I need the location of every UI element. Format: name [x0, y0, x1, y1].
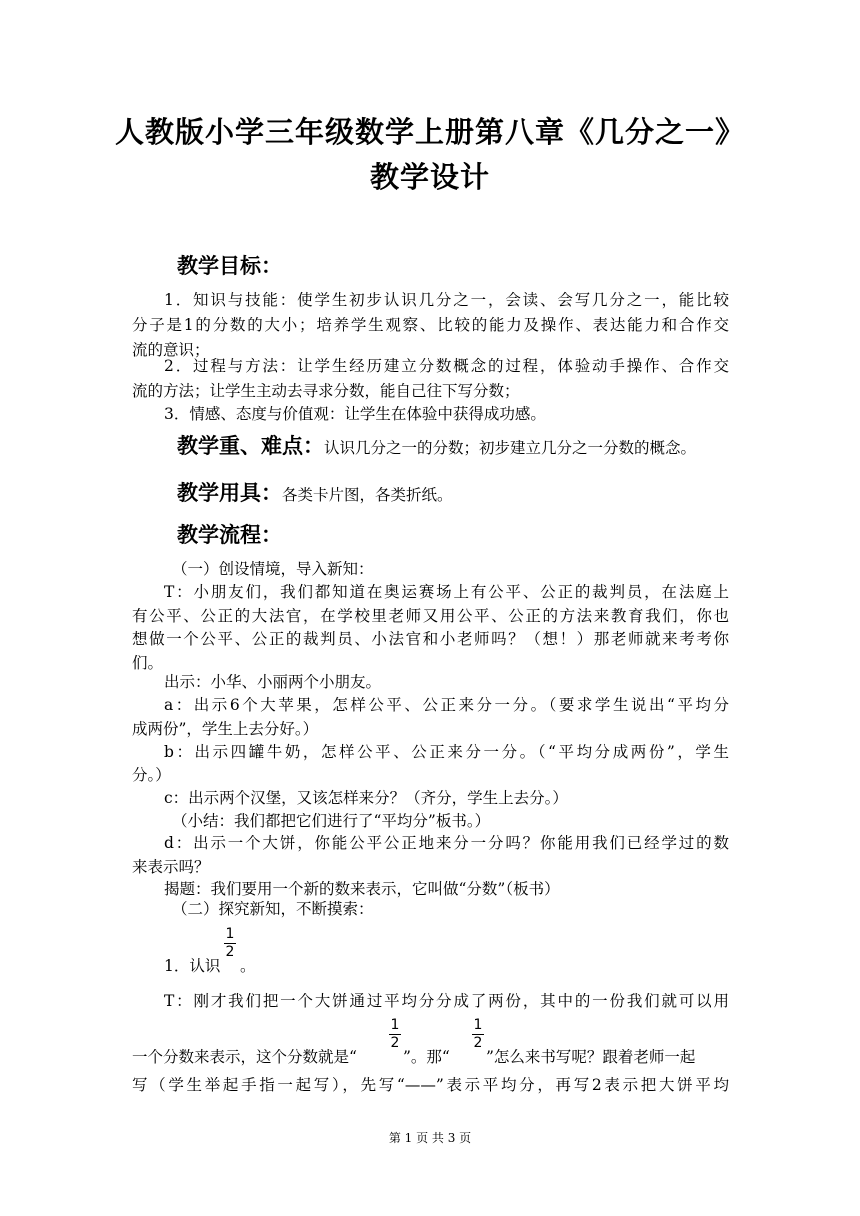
fraction-denominator: 2: [473, 1035, 483, 1051]
document-title-line2: 教学设计: [369, 160, 490, 194]
teacher-intro-line-1: T：小朋友们，我们都知道在奥运赛场上有公平、公正的裁判员，在法庭上: [164, 583, 729, 601]
step-a-line-1: a：出示6个大苹果，怎样公平、公正来分一分。（要求学生说出“平均分: [164, 696, 729, 714]
fraction-numerator: 1: [473, 1017, 483, 1033]
key-points-label: 教学重、难点：: [177, 433, 324, 458]
process-part1-title: （一）创设情境，导入新知：: [172, 560, 374, 578]
teacher-explain-line-2b: ”。那“: [403, 1048, 450, 1066]
teacher-intro-line-4: 们。: [132, 654, 164, 672]
teacher-explain-line-2a: 一个分数来表示，这个分数就是“: [132, 1048, 357, 1066]
document-title-line1: 人教版小学三年级数学上册第八章《几分之一》: [114, 115, 745, 149]
teacher-explain-line-3: 写（学生举起手指一起写），先写“——”表示平均分，再写2表示把大饼平均: [132, 1076, 729, 1094]
step-c: c：出示两个汉堡，又该怎样来分？（齐分，学生上去分。）: [164, 789, 568, 807]
show-line: 出示：小华、小丽两个小朋友。: [164, 673, 382, 691]
know-half-suffix: 。: [240, 957, 256, 975]
objective-3: 3．情感、态度与价值观：让学生在体验中获得成功感。: [164, 405, 546, 423]
tools-label: 教学用具：: [177, 480, 282, 505]
objectives-heading: 教学目标：: [177, 253, 282, 278]
fraction-numerator: 1: [225, 926, 235, 942]
fraction-numerator: 1: [390, 1017, 400, 1033]
objective-1-line-3: 流的意识；: [132, 341, 210, 359]
objective-1-line-1: 1．知识与技能：使学生初步认识几分之一，会读、会写几分之一，能比较: [164, 291, 729, 309]
step-b-line-1: b：出示四罐牛奶，怎样公平、公正来分一分。（“平均分成两份”，学生: [164, 743, 729, 761]
step-a-line-2: 成两份”，学生上去分好。）: [132, 720, 319, 738]
fraction-half-1: [224, 927, 236, 960]
summary-line: （小结：我们都把它们进行了“平均分”板书。）: [172, 812, 491, 830]
teacher-explain-line-1: T：刚才我们把一个大饼通过平均分分成了两份，其中的一份我们就可以用: [164, 992, 729, 1010]
teacher-intro-line-2: 有公平、公正的大法官，在学校里老师又用公平、公正的方法来教育我们，你也: [132, 607, 729, 625]
fraction-half-2: [389, 1018, 401, 1051]
step-d-line-1: d：出示一个大饼，你能公平公正地来分一分吗？你能用我们已经学过的数: [164, 834, 729, 852]
step-d-line-2: 来表示吗？: [132, 858, 210, 876]
objective-1-line-2: 分子是1的分数的大小；培养学生观察、比较的能力及操作、表达能力和合作交: [132, 316, 729, 334]
tools-heading: [177, 477, 453, 507]
fraction-denominator: 2: [390, 1035, 400, 1051]
page-footer: 第 1 页 共 3 页: [388, 1131, 472, 1145]
step-b-line-2: 分。）: [132, 766, 171, 784]
teacher-intro-line-3: 想做一个公平、公正的裁判员、小法官和小老师吗？（想！）那老师就来考考你: [132, 630, 729, 648]
objective-2-line-2: 流的方法；让学生主动去寻求分数，能自己往下写分数；: [132, 382, 520, 400]
objective-2-line-1: 2．过程与方法：让学生经历建立分数概念的过程，体验动手操作、合作交: [164, 357, 729, 375]
tools-text: 各类卡片图，各类折纸。: [282, 486, 453, 504]
know-half-prefix: 1．认识: [164, 957, 221, 975]
reveal-line: 揭题：我们要用一个新的数来表示，它叫做“分数”（板书）: [164, 880, 560, 898]
fraction-half-3: [472, 1018, 484, 1051]
process-heading: 教学流程：: [177, 522, 282, 547]
key-points-heading: [177, 430, 696, 460]
teacher-explain-line-2c: ”怎么来书写呢？跟着老师一起: [486, 1048, 696, 1066]
key-points-text: 认识几分之一的分数；初步建立几分之一分数的概念。: [324, 439, 697, 457]
process-part2-title: （二）探究新知，不断摸索：: [172, 900, 374, 918]
fraction-denominator: 2: [225, 944, 235, 960]
